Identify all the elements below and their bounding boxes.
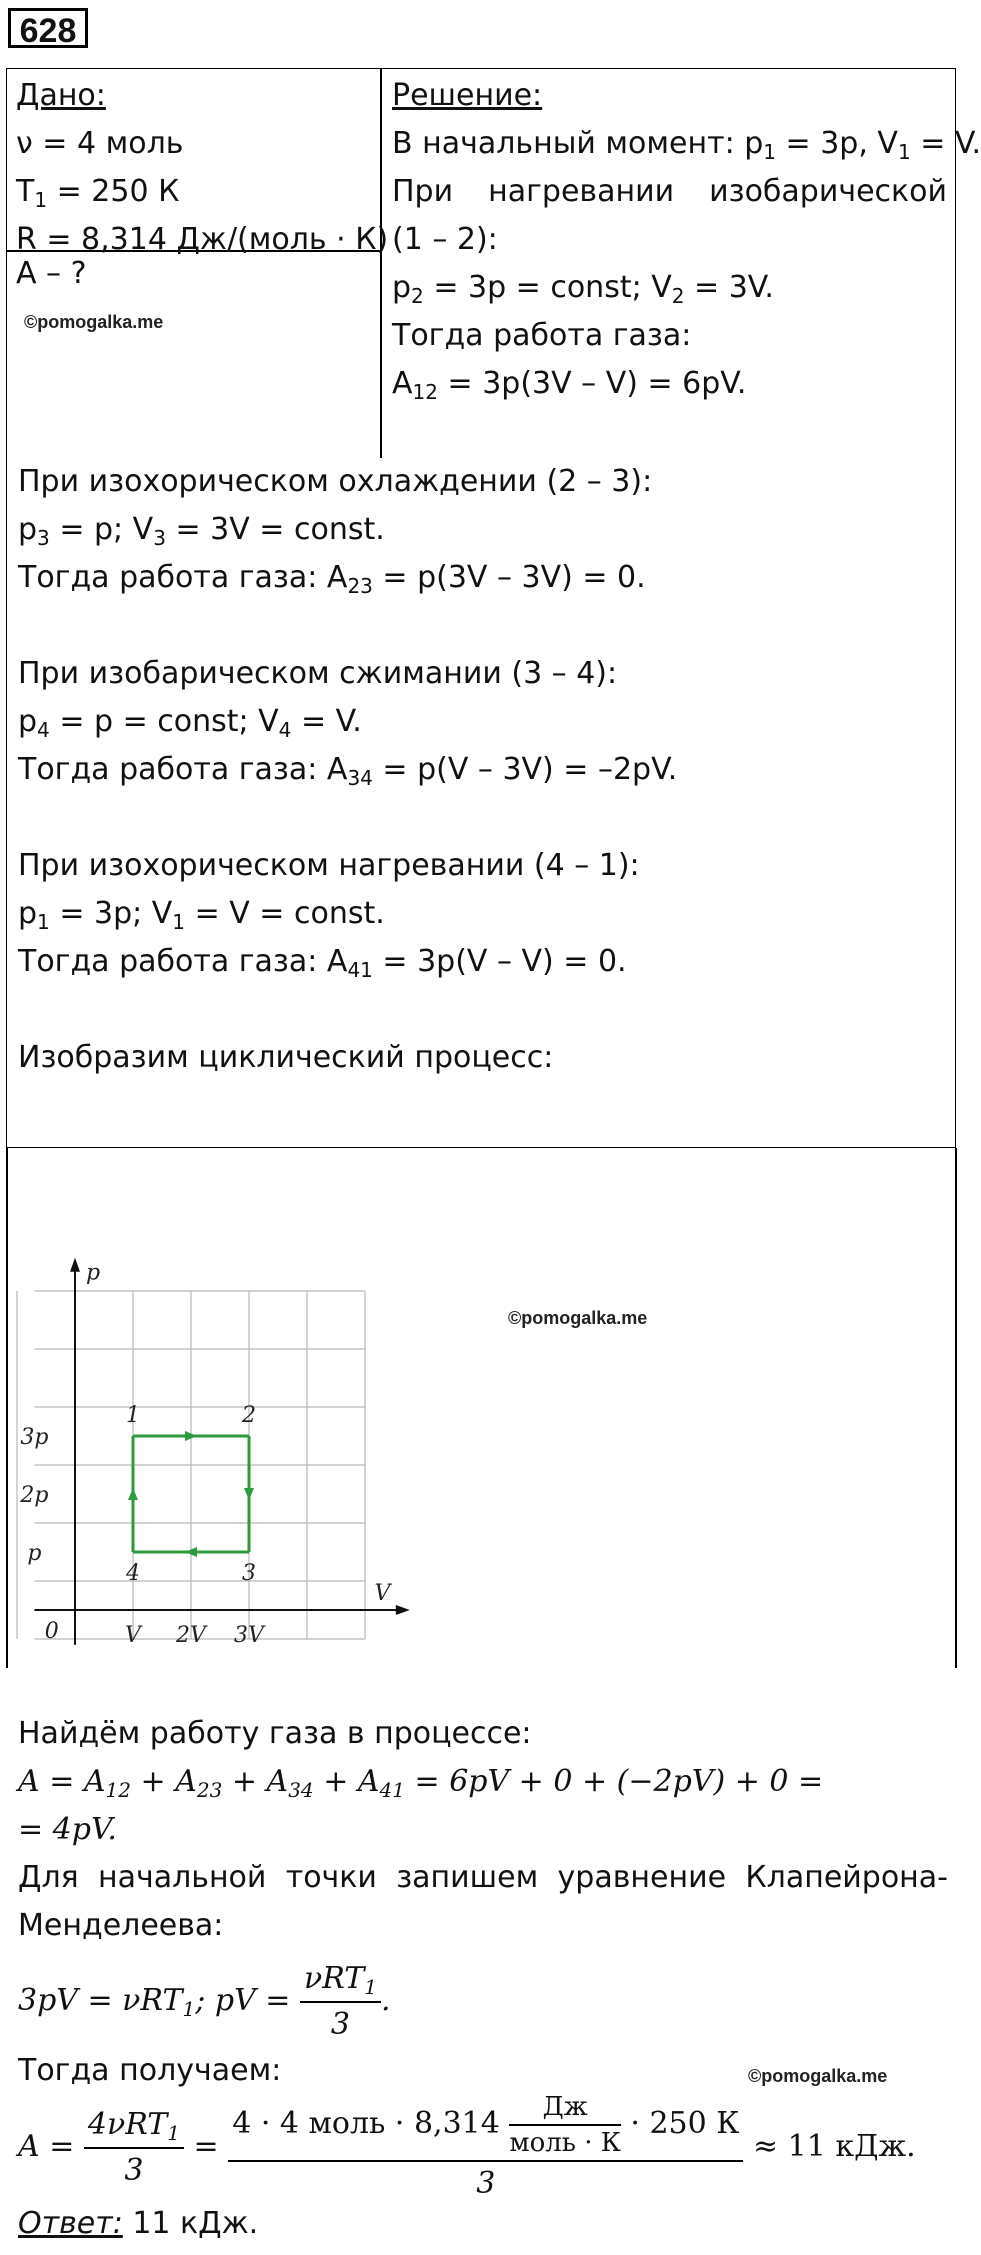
point-label-1: 1 (126, 1403, 140, 1428)
given-block (16, 72, 388, 264)
point-label-4: 4 (126, 1561, 140, 1586)
work-intro: Найдём работу газа в процессе: (18, 1716, 532, 1751)
unit-fraction: $\frac{Дж}{\text{моль · К}}$ (509, 2092, 621, 2158)
compression-head: При изобарическом сжимании (3 – 4): (18, 656, 618, 691)
origin-label: 0 (44, 1619, 59, 1644)
cooling-line-1: $p_3 = p$; $V_3 = 3V$ = const. (18, 512, 385, 550)
watermark-2: ©pomogalka.me (508, 1308, 648, 1328)
work-eq-4: A = $\frac{4\nu RT_1}{3}$ = 4 · 4 моль · 8,314 $\frac{Дж}{\text{моль · К}}$ · 250 К 3 ≈ 11 кДж. (18, 2090, 916, 2206)
eq3-fraction: $\frac{\nu RT_1}{3}$ (300, 1957, 381, 2047)
answer-label: Ответ: (18, 2206, 123, 2241)
clapeyron-line-2: Менделеева: (18, 1908, 224, 1943)
heating-head: При изохорическом нагревании (4 – 1): (18, 848, 640, 883)
given-t1: $T_1 = 250$ К (16, 174, 180, 212)
x-axis-label: V (374, 1581, 391, 1606)
cycle-arrow (244, 1488, 254, 1500)
pv-diagram (10, 1150, 550, 1670)
answer-value: 11 кДж. (122, 2206, 259, 2241)
given-title: Дано: (16, 78, 106, 113)
chart-frame-left (6, 1148, 8, 1668)
heating-line-1: $p_1 = 3p$; $V_1 = V$ = const. (18, 896, 385, 934)
draw-cycle-text: Изобразим циклический процесс: (18, 1040, 554, 1075)
x-axis-arrow (396, 1605, 410, 1615)
work-block (18, 1710, 948, 2095)
y-tick-label: p (27, 1541, 42, 1566)
point-label-3: 3 (242, 1561, 256, 1586)
solution-line-4: $p_2 = 3p$ = const; $V_2 = 3V$. (392, 270, 774, 308)
solution-block (392, 72, 981, 408)
y-axis-label: p (85, 1260, 101, 1286)
chart-frame-right (955, 1148, 957, 1668)
work-eq-1: $A = A_{12} + A_{23} + A_{34} + A_{41} = 6pV + 0 + (-2pV) + 0$ = (18, 1764, 824, 1802)
watermark-1: ©pomogalka.me (24, 312, 164, 332)
compression-line-1: $p_4 = p$ = const; $V_4 = V$. (18, 704, 362, 742)
cooling-line-2: Тогда работа газа: $A_{23} = p(3V - 3V) = 0$. (18, 560, 646, 598)
y-tick-label: 2p (20, 1483, 49, 1508)
then-text: Тогда получаем: (18, 2053, 282, 2088)
work-eq-2: = 4pV. (18, 1812, 117, 1847)
solution-line-5: Тогда работа газа: (392, 318, 692, 353)
cooling-head: При изохорическом охлаждении (2 – 3): (18, 464, 653, 499)
eq4-fraction-1: $\frac{4\nu RT_1}{3}$ (84, 2103, 184, 2193)
heating-line-2: Тогда работа газа: $A_{41} = 3p(V - V) = 0$. (18, 944, 627, 982)
compression-line-2: Тогда работа газа: $A_{34} = p(V - 3V) = -2pV$. (18, 752, 678, 790)
process-block (18, 458, 677, 1082)
x-tick-label: V (125, 1623, 141, 1648)
clapeyron-line-1: Для начальной точки запишем уравнение Клапейрона- (18, 1860, 948, 1895)
solution-line-1: В начальный момент: $p_1 = 3p$, $V_1 = V$. (392, 126, 981, 164)
y-tick-label: 3p (20, 1425, 49, 1450)
work-eq-3: 3pV = νRT$_1$; pV = $\frac{\nu RT_1}{3}$ . (18, 1956, 948, 2047)
x-tick-label: 2V (176, 1623, 206, 1648)
solution-title: Решение: (392, 78, 543, 113)
given-question: A – ? (16, 256, 87, 291)
cycle-arrow (128, 1488, 138, 1500)
given-r: R = 8,314 Дж/(моль · К) (16, 222, 389, 257)
solution-line-2: При нагревании изобарической (392, 174, 947, 209)
problem-number: 628 (8, 8, 88, 48)
y-axis-arrow (70, 1258, 80, 1272)
solution-line-3: (1 – 2): (392, 222, 498, 257)
answer (18, 2200, 258, 2248)
x-tick-label: 3V (234, 1623, 264, 1648)
given-nu: ν = 4 моль (16, 126, 184, 161)
point-label-2: 2 (242, 1403, 256, 1428)
solution-line-6: $A_{12} = 3p(3V - V) = 6pV$. (392, 366, 747, 404)
eq4-fraction-2: 4 · 4 моль · 8,314 $\frac{Дж}{\text{моль · К}}$ · 250 К 3 (228, 2090, 743, 2206)
watermark-3: ©pomogalka.me (748, 2066, 888, 2086)
